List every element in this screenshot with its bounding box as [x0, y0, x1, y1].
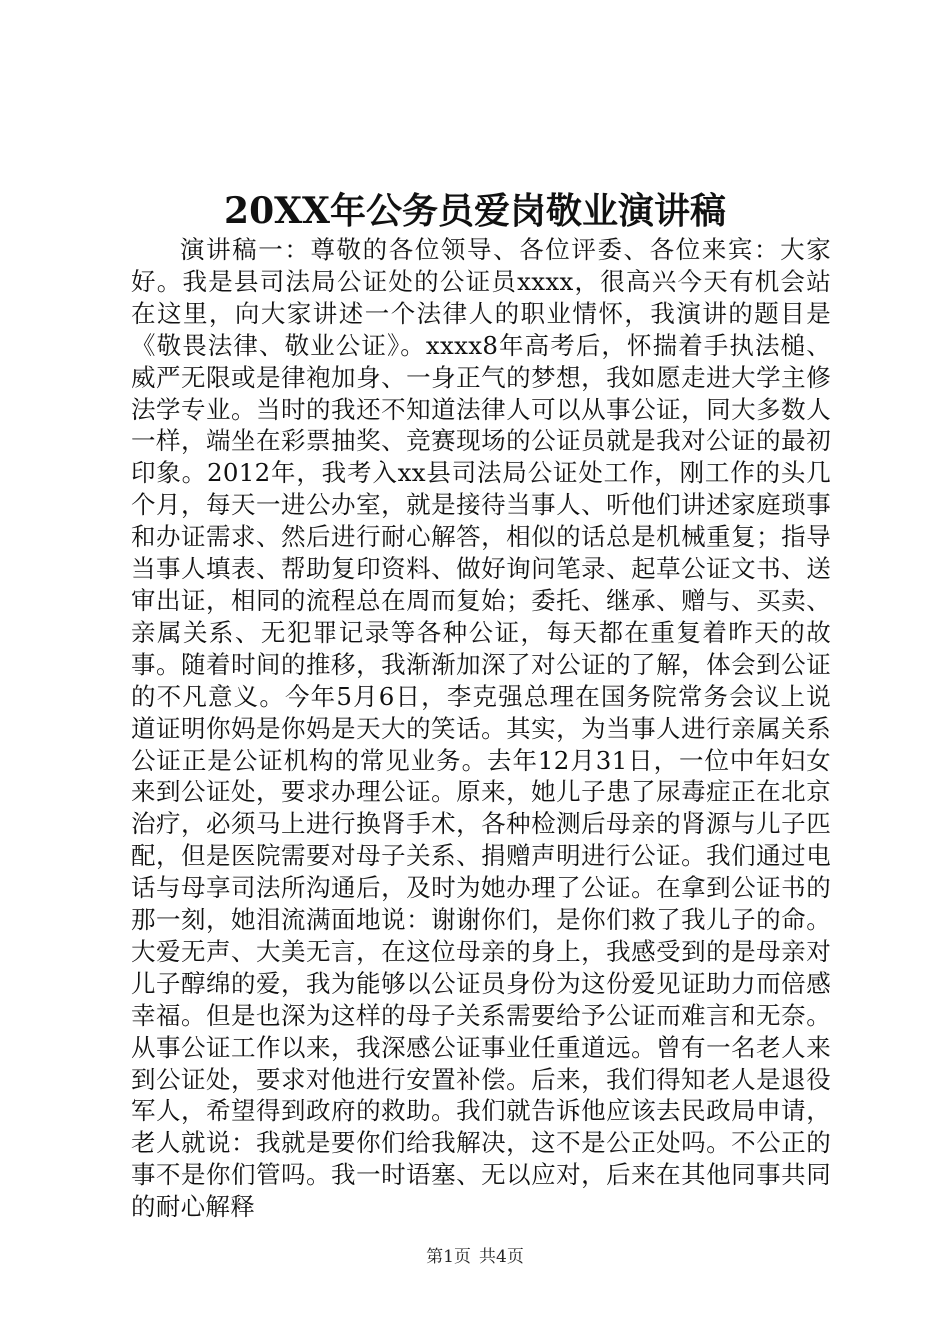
page-number: 第1页 — [426, 1247, 471, 1267]
page-total: 共4页 — [479, 1247, 524, 1267]
document-body: 演讲稿一：尊敬的各位领导、各位评委、各位来宾：大家好。我是县司法局公证处的公证员xxxx，很高兴今天有机会站在这里，向大家讲述一个法律人的职业情怀，我演讲的题目是《敬畏法律、敬业公证》。xxxx8年高考后，怀揣着手执法槌、威严无限或是律袍加身、一身正气的梦想，我如愿走进大学主修法学专业。当时的我还不知道法律人可以从事公证，同大多数人一样，端坐在彩票抽奖、竞赛现场的公证员就是我对公证的最初印象。2012年，我考入xx县司法局公证处工作，刚工作的头几个月，每天一进公办室，就是接待当事人、听他们讲述家庭琐事和办证需求、然后进行耐心解答，相似的话总是机械重复；指导当事人填表、帮助复印资料、做好询问笔录、起草公证文书、送审出证，相同的流程总在周而复始；委托、继承、赠与、买卖、亲属关系、无犯罪记录等各种公证，每天都在重复着昨天的故事。随着时间的推移，我渐渐加深了对公证的了解，体会到公证的不凡意义。今年5月6日，李克强总理在国务院常务会议上说道证明你妈是你妈是天大的笑话。其实，为当事人进行亲属关系公证正是公证机构的常见业务。去年12月31日，一位中年妇女来到公证处，要求办理公证。原来，她儿子患了尿毒症正在北京治疗，必须马上进行换肾手术，各种检测后母亲的肾源与儿子匹配，但是医院需要对母子关系、捐赠声明进行公证。我们通过电话与母享司法所沟通后，及时为她办理了公证。在拿到公证书的那一刻，她泪流满面地说：谢谢你们，是你们救了我儿子的命。大爱无声、大美无言，在这位母亲的身上，我感受到的是母亲对儿子醇绵的爱，我为能够以公证员身份为这份爱见证助力而倍感幸福。但是也深为这样的母子关系需要给予公证而难言和无奈。从事公证工作以来，我深感公证事业任重道远。曾有一名老人来到公证处，要求对他进行安置补偿。后来，我们得知老人是退役军人，希望得到政府的救助。我们就告诉他应该去民政局申请，老人就说：我就是要你们给我解决，这不是公正处吗。不公正的事不是你们管吗。我一时语塞、无以应对，后来在其他同事共同的耐心解释 — [131, 235, 831, 1222]
page-footer — [0, 1245, 950, 1269]
document-title: 20XX年公务员爱岗敬业演讲稿 — [224, 190, 726, 232]
